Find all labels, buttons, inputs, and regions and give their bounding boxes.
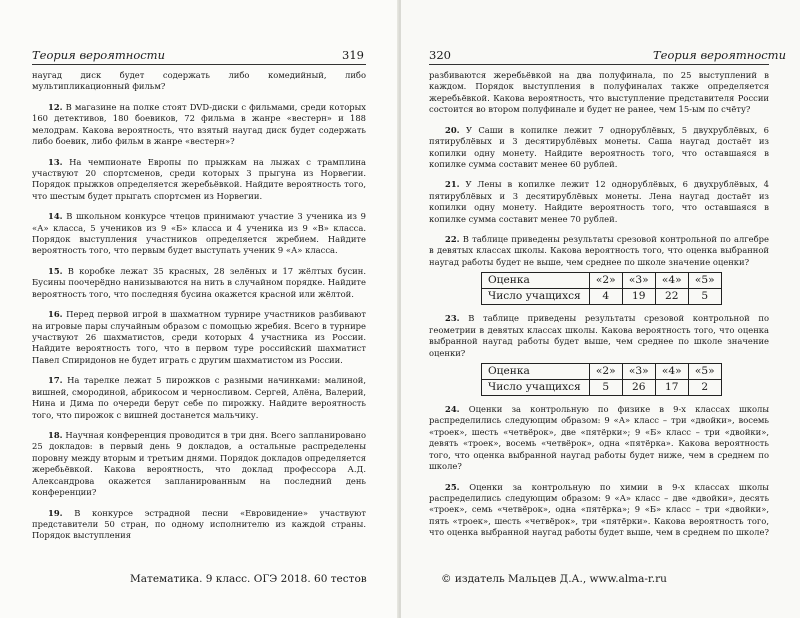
table-cell: «3» xyxy=(622,364,655,380)
table-cell: «2» xyxy=(589,273,622,289)
table-cell: Число учащихся xyxy=(482,380,590,396)
table-row xyxy=(482,364,722,380)
copyright-icon: © xyxy=(441,573,452,585)
problem-21: 21. У Лены в копилке лежит 12 однорублёвых, 6 двухрублёвых, 4 пятирублёвых и 3 десятирублёвых монеты. Лена наугад достаёт из копилки одну монету. Найдите вероятность того, что оставшаяся в копилке сумма составит менее 70 рублей. xyxy=(429,179,769,224)
table-row xyxy=(482,289,722,305)
problem-18: 18. Научная конференция проводится в три дня. Всего запланировано 25 докладов: в первый день 9 докладов, а остальные распределены поровну между вторым и третьим днями. Порядок докладов определяется жеребьёвкой. Какова вероятность, что доклад профессора А.Д. Александрова окажется запланированным на последний день конференции? xyxy=(32,429,366,498)
right-problem-list xyxy=(429,70,769,548)
right-page xyxy=(401,0,800,618)
table-cell: «2» xyxy=(589,364,622,380)
table-cell: 19 xyxy=(622,289,655,305)
problem-23: 23. В таблице приведены результаты срезовой контрольной по геометрии в девятых классах школы. Какова вероятность того, что оценка выбранной наугад работы будет выше, чем среднее по школе значение оценки? xyxy=(429,313,770,358)
left-page-number: 319 xyxy=(342,48,364,62)
right-header-rule xyxy=(429,64,769,65)
problem-15: 15. В коробке лежат 35 красных, 28 зелёных и 17 жёлтых бусин. Бусины поочерёдно нанизываются на нить в случайном порядке. Найдите вероятность того, что последняя бусина окажется красной или жёлтой. xyxy=(32,265,366,299)
table-cell: 4 xyxy=(589,289,622,305)
table-cell: 17 xyxy=(655,380,688,396)
table-cell: 26 xyxy=(622,380,655,396)
table-row xyxy=(482,380,722,396)
problem-13: 13. На чемпионате Европы по прыжкам на лыжах с трамплина участвуют 20 спортсменов, среди которых 3 прыгуна из Норвегии. Порядок прыжков определяется жеребьёвкой. Найдите вероятность того, что шестым будет прыгать спортсмен из Норвегии. xyxy=(32,156,366,201)
right-footer: © издатель Мальцев Д.А., www.alma-r.ru xyxy=(441,573,667,585)
table-cell: «5» xyxy=(688,364,721,380)
problem-25: 25. Оценки за контрольную по химии в 9-х классах школы распределились следующим образом: 9 «А» класс – две «двойки», десять «троек», семь «четвёрок», одна «пятёрка»; 9 «Б» класс – три «двойки», пять «троек», шесть «четвёрок», три «пятёрки». Какова вероятность того, что оценка выбранной наугад работы будет выше, чем в среднем по школе? xyxy=(429,481,769,538)
table-cell: Оценка xyxy=(482,273,590,289)
problem-12: 12. В магазине на полке стоят DVD-диски с фильмами, среди которых 160 детективов, 180 боевиков, 72 фильма в жанре «вестерн» и 188 мелодрам. Какова вероятность, что взятый наугад диск будет содержать либо боевик, либо фильм в жанре «вестерн»? xyxy=(32,101,366,147)
problem-24: 24. Оценки за контрольную по физике в 9-х классах школы распределились следующим образом: 9 «А» класс – три «двойки», восемь «троек», шесть «четвёрок», две «пятёрки»; 9 «Б» класс – три «двойки», девять «троек», восемь «четвёрок», одна «пятёрка». Какова вероятность того, что оценка выбранной наугад работы будет ниже, чем в среднем по школе? xyxy=(429,404,770,472)
grades-table-23 xyxy=(481,363,722,396)
table-cell: «4» xyxy=(655,273,688,289)
left-problem-list xyxy=(32,70,366,551)
problem-14: 14. В школьном конкурсе чтецов принимают участие 3 ученика из 9 «А» класса, 5 учеников из 9 «Б» класса и 4 ученика из 9 «В» класса. Порядок выступления участников определяется жребием. Найдите вероятность того, что первым будет выступать ученик 9 «А» класса. xyxy=(32,211,366,256)
table-cell: «4» xyxy=(655,364,688,380)
problem-17: 17. На тарелке лежат 5 пирожков с разными начинками: малиной, вишней, смородиной, абрикосом и черносливом. Сергей, Алёна, Валерий, Нина и Дима по очереди берут себе по пирожку. Найдите вероятность того, что пирожок с вишней достанется мальчику. xyxy=(32,375,367,420)
table-cell: 5 xyxy=(688,289,721,305)
left-footer: Математика. 9 класс. ОГЭ 2018. 60 тестов xyxy=(130,573,367,585)
right-header-title: Теория вероятности xyxy=(653,48,786,62)
left-header-title: Теория вероятности xyxy=(32,48,165,62)
grades-table-22 xyxy=(481,272,722,305)
table-row xyxy=(482,273,722,289)
left-page xyxy=(0,0,399,618)
left-header-rule xyxy=(32,64,366,65)
problem-22: 22. В таблице приведены результаты срезовой контрольной по алгебре в девятых классах школы. Какова вероятность того, что оценка выбранной наугад работы будет не выше, чем среднее по школе значение оценки? xyxy=(429,234,769,267)
problem-16: 16. Перед первой игрой в шахматном турнире участников разбивают на игровые пары случайным образом с помощью жребия. Всего в турнире участвуют 26 шахматистов, среди которых 4 участника из России. Найдите вероятность того, что в первом туре российский шахматист Павел Спиридонов не будет играть с другим шахматистом из России. xyxy=(32,309,366,365)
problem-19: 19. В конкурсе эстрадной песни «Евровидение» участвуют представители 50 стран, по одному исполнителю из каждой страны. Порядок выступления xyxy=(32,507,366,541)
table-cell: Число учащихся xyxy=(482,289,590,305)
table-cell: «3» xyxy=(622,273,655,289)
table-cell: «5» xyxy=(688,273,721,289)
right-page-number: 320 xyxy=(429,48,451,62)
table-cell: Оценка xyxy=(482,364,590,380)
problem-11-continuation: наугад диск будет содержать либо комедийный, либо мультипликационный фильм? xyxy=(32,70,366,92)
table-cell: 5 xyxy=(589,380,622,396)
problem-19-continuation: разбиваются жеребьёвкой на два полуфинала, по 25 выступлений в каждом. Порядок выступления в полуфиналах также определяется жеребьёвкой. Какова вероятность, что выступление представителя России состоится во втором полуфинале и будет не ранее, чем 15-ым по счёту? xyxy=(429,70,769,115)
problem-20: 20. У Саши в копилке лежит 7 однорублёвых, 5 двухрублёвых, 6 пятирублёвых и 3 десятирублёвых монеты. Саша наугад достаёт из копилки одну монету. Найдите вероятность того, что оставшаяся в копилке сумма составит менее 60 рублей. xyxy=(429,124,769,169)
table-cell: 2 xyxy=(688,380,721,396)
table-cell: 22 xyxy=(655,289,688,305)
